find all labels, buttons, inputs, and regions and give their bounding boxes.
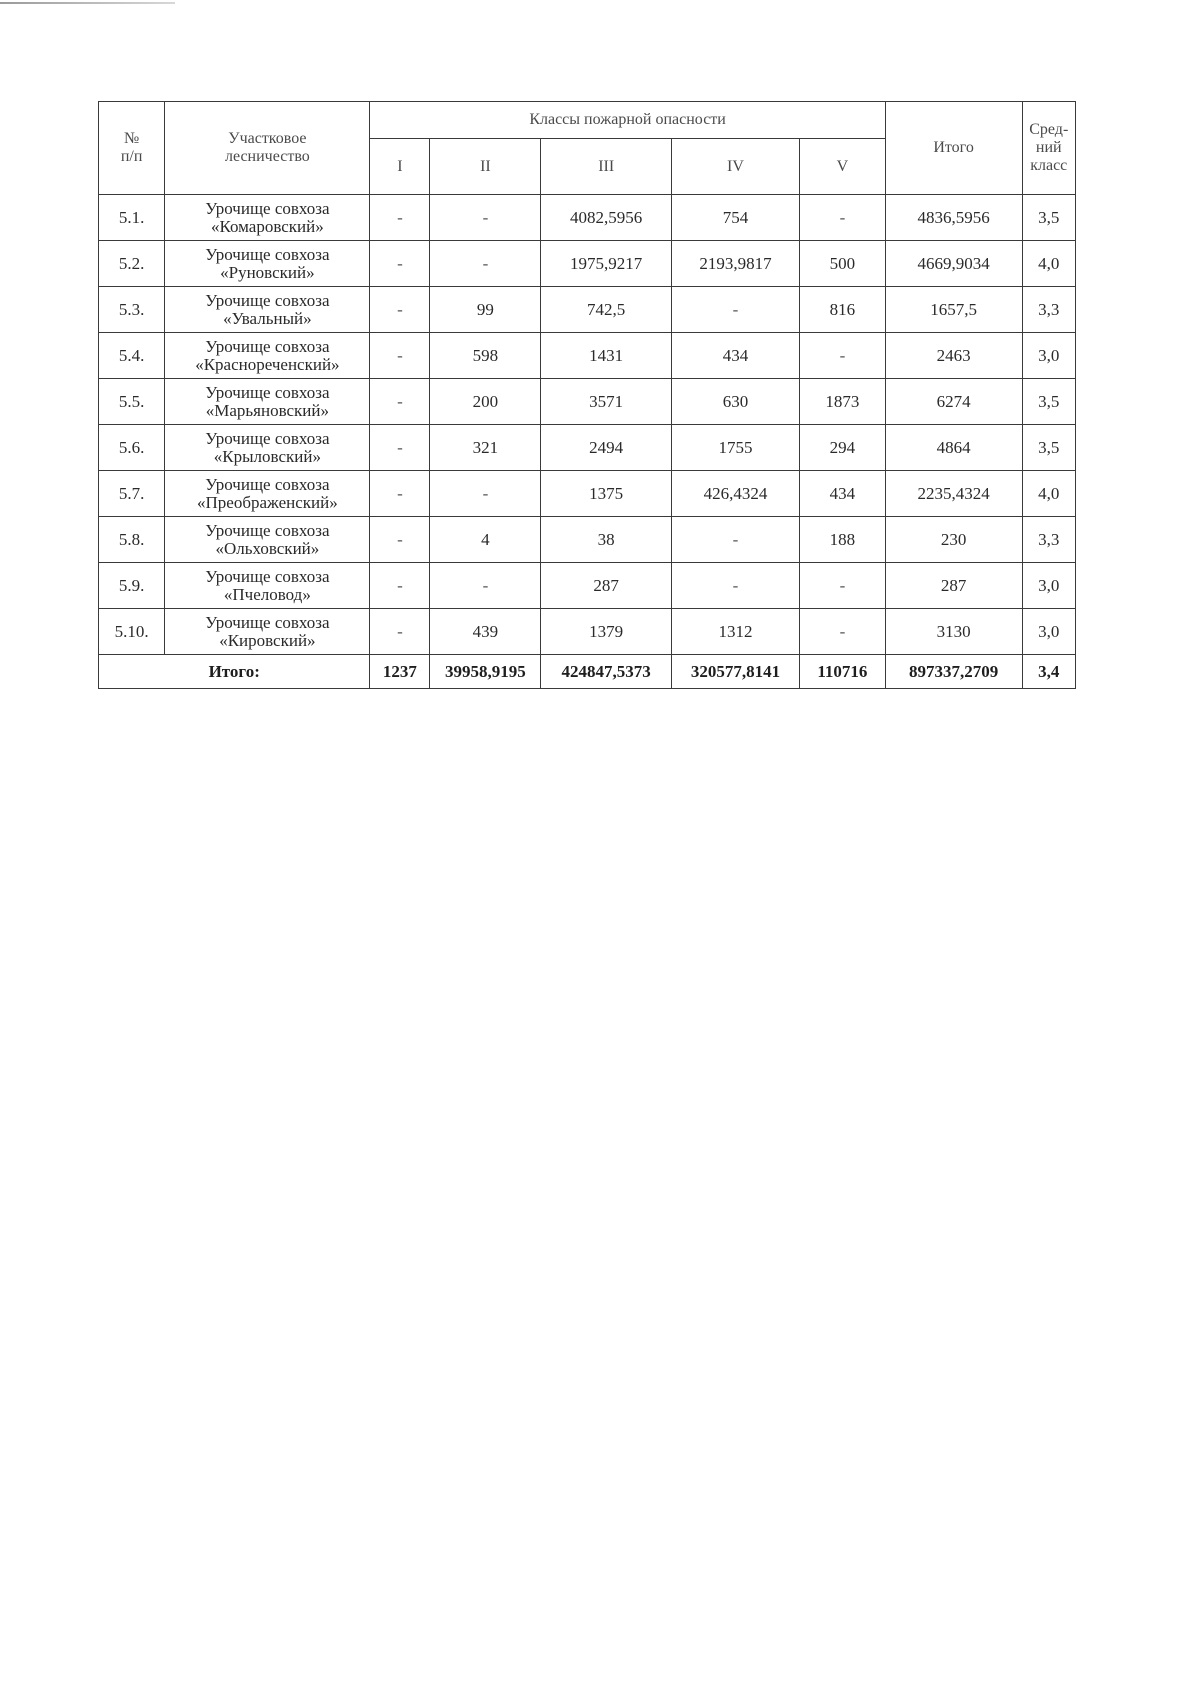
header-forestry: Участковое лесничество [165,102,370,195]
total-class-4: 320577,8141 [671,655,799,689]
class-2-area: - [430,563,541,609]
row-average-class: 3,0 [1022,609,1076,655]
row-number: 5.10. [99,609,165,655]
class-5-area: - [800,563,886,609]
fire-danger-table-container [98,101,1076,689]
forestry-name-line: «Краснореченский» [195,354,340,374]
total-class-1: 1237 [370,655,430,689]
row-total: 287 [885,563,1022,609]
forestry-name [165,379,370,425]
row-number: 5.9. [99,563,165,609]
forestry-name [165,195,370,241]
forestry-name [165,287,370,333]
class-1-area: - [370,517,430,563]
forestry-name-line: Урочище совхоза [205,612,330,632]
class-4-area: 2193,9817 [671,241,799,287]
table-row [99,241,1076,287]
class-1-area: - [370,609,430,655]
class-3-area: 1379 [541,609,671,655]
class-4-area: 630 [671,379,799,425]
forestry-name [165,333,370,379]
class-1-area: - [370,241,430,287]
forestry-name-line: «Марьяновский» [205,400,329,420]
forestry-name [165,563,370,609]
total-average-class: 3,4 [1022,655,1076,689]
header-row-number: № п/п [99,102,165,195]
class-2-area: - [430,195,541,241]
total-class-5: 110716 [800,655,886,689]
class-2-area: 321 [430,425,541,471]
row-total: 2235,4324 [885,471,1022,517]
class-4-area: 1312 [671,609,799,655]
class-1-area: - [370,287,430,333]
class-2-area: 200 [430,379,541,425]
row-average-class: 3,3 [1022,287,1076,333]
row-number: 5.4. [99,333,165,379]
row-average-class: 4,0 [1022,241,1076,287]
forestry-name [165,609,370,655]
class-3-area: 2494 [541,425,671,471]
class-1-area: - [370,563,430,609]
row-number: 5.1. [99,195,165,241]
class-2-area: 598 [430,333,541,379]
class-3-area: 38 [541,517,671,563]
fire-danger-classes-table [98,101,1076,689]
class-2-area: 4 [430,517,541,563]
class-5-area: - [800,609,886,655]
class-4-area: - [671,563,799,609]
table-row [99,287,1076,333]
class-5-area: 500 [800,241,886,287]
forestry-name-line: «Ольховский» [215,538,320,558]
class-3-area: 742,5 [541,287,671,333]
row-total: 3130 [885,609,1022,655]
row-number: 5.5. [99,379,165,425]
row-average-class: 4,0 [1022,471,1076,517]
class-3-area: 1975,9217 [541,241,671,287]
class-1-area: - [370,379,430,425]
forestry-name-line: Урочище совхоза [205,428,330,448]
row-total: 4669,9034 [885,241,1022,287]
forestry-name-line: «Увальный» [223,308,312,328]
forestry-name-line: Урочище совхоза [205,474,330,494]
header-class-4: IV [671,139,799,195]
forestry-name [165,425,370,471]
forestry-name-line: «Кировский» [219,630,316,650]
class-3-area: 4082,5956 [541,195,671,241]
class-1-area: - [370,333,430,379]
class-4-area: - [671,287,799,333]
row-number: 5.7. [99,471,165,517]
class-3-area: 3571 [541,379,671,425]
row-number: 5.3. [99,287,165,333]
class-1-area: - [370,195,430,241]
class-5-area: 294 [800,425,886,471]
table-row [99,379,1076,425]
class-5-area: 188 [800,517,886,563]
forestry-name-line: Урочище совхоза [205,244,330,264]
total-label: Итого: [99,655,370,689]
forestry-name-line: Урочище совхоза [205,520,330,540]
total-class-3: 424847,5373 [541,655,671,689]
header-class-5: V [800,139,886,195]
row-total: 6274 [885,379,1022,425]
forestry-name-line: «Пчеловод» [223,584,311,604]
class-5-area: 1873 [800,379,886,425]
row-total: 4864 [885,425,1022,471]
class-3-area: 1431 [541,333,671,379]
class-5-area: - [800,195,886,241]
class-2-area: - [430,241,541,287]
row-total: 1657,5 [885,287,1022,333]
table-row [99,563,1076,609]
forestry-name-line: Урочище совхоза [205,198,330,218]
class-5-area: - [800,333,886,379]
forestry-name-line: Урочище совхоза [205,336,330,356]
class-4-area: 426,4324 [671,471,799,517]
table-row [99,609,1076,655]
class-4-area: - [671,517,799,563]
forestry-name-line: Урочище совхоза [205,290,330,310]
row-average-class: 3,3 [1022,517,1076,563]
scan-edge-mark [0,2,175,4]
forestry-name [165,471,370,517]
forestry-name [165,517,370,563]
class-5-area: 434 [800,471,886,517]
forestry-name [165,241,370,287]
forestry-name-line: «Комаровский» [210,216,324,236]
table-row [99,333,1076,379]
class-3-area: 287 [541,563,671,609]
row-average-class: 3,5 [1022,195,1076,241]
row-number: 5.8. [99,517,165,563]
class-5-area: 816 [800,287,886,333]
class-2-area: 99 [430,287,541,333]
table-row [99,195,1076,241]
header-total: Итого [885,102,1022,195]
class-2-area: 439 [430,609,541,655]
class-1-area: - [370,471,430,517]
row-total: 2463 [885,333,1022,379]
table-row [99,471,1076,517]
table-row [99,425,1076,471]
header-average-class: Сред- ний класс [1022,102,1076,195]
row-average-class: 3,0 [1022,563,1076,609]
forestry-name-line: «Крыловский» [213,446,321,466]
class-1-area: - [370,425,430,471]
forestry-name-line: Урочище совхоза [205,382,330,402]
row-average-class: 3,5 [1022,379,1076,425]
row-number: 5.6. [99,425,165,471]
forestry-name-line: Урочище совхоза [205,566,330,586]
forestry-name-line: «Преображенский» [197,492,338,512]
table-row [99,517,1076,563]
class-4-area: 1755 [671,425,799,471]
class-4-area: 754 [671,195,799,241]
row-number: 5.2. [99,241,165,287]
total-row [99,655,1076,689]
row-total: 230 [885,517,1022,563]
table-body [99,195,1076,655]
class-3-area: 1375 [541,471,671,517]
row-average-class: 3,0 [1022,333,1076,379]
total-class-2: 39958,9195 [430,655,541,689]
forestry-name-line: «Руновский» [220,262,315,282]
class-2-area: - [430,471,541,517]
header-class-1: I [370,139,430,195]
header-class-3: III [541,139,671,195]
total-sum: 897337,2709 [885,655,1022,689]
row-total: 4836,5956 [885,195,1022,241]
row-average-class: 3,5 [1022,425,1076,471]
header-class-2: II [430,139,541,195]
header-fire-danger-classes: Классы пожарной опасности [370,102,885,139]
class-4-area: 434 [671,333,799,379]
